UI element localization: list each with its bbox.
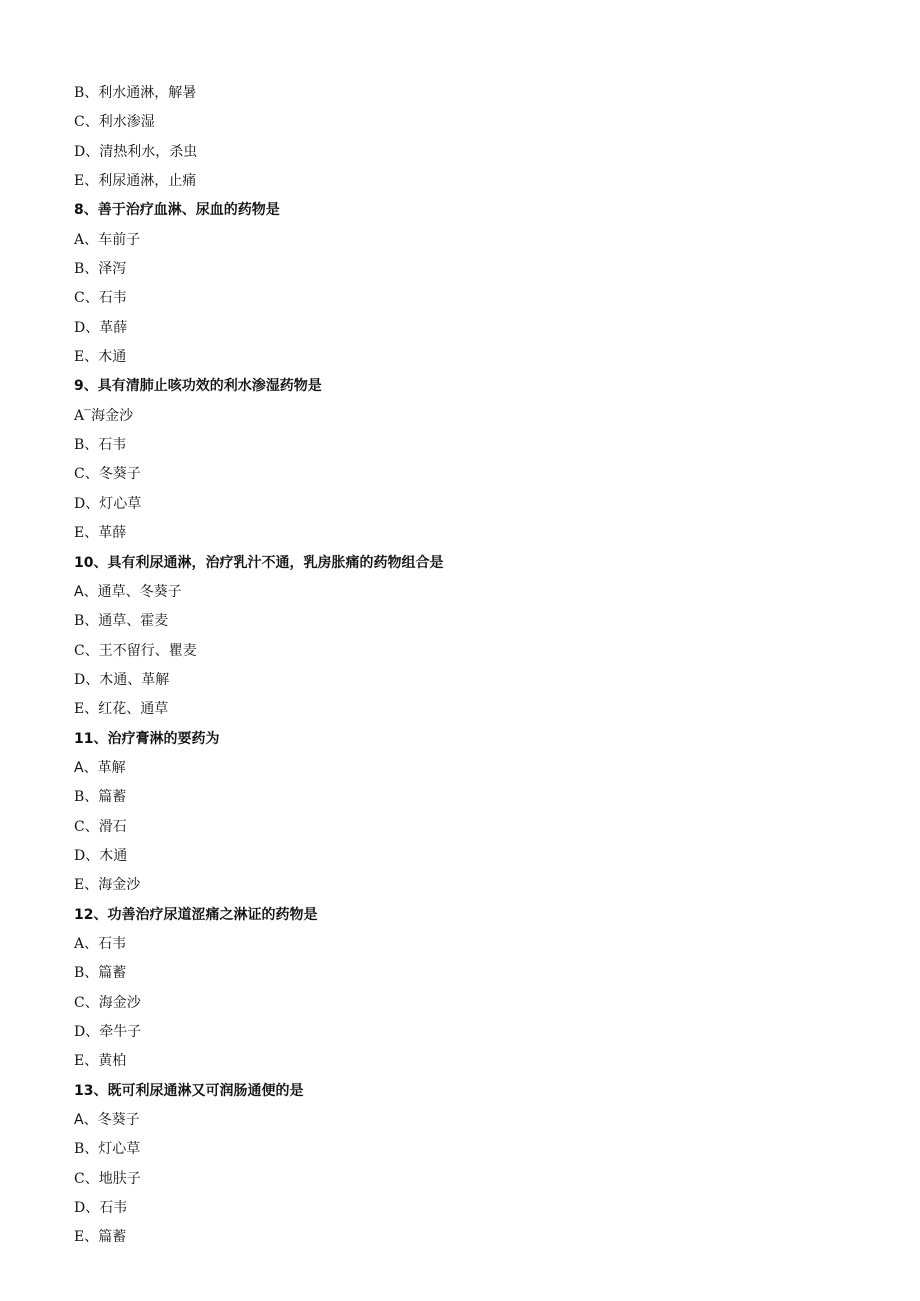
option-13-a: A、冬葵子 bbox=[74, 1112, 140, 1129]
option-11-b: B、篇蓄 bbox=[74, 789, 127, 806]
option-8-b: B、泽泻 bbox=[74, 261, 127, 278]
option-8-c: C、石韦 bbox=[74, 290, 127, 307]
option-7-e: E、利尿通淋，止痛 bbox=[74, 173, 197, 190]
question-12: 12、功善治疗尿道涩痛之淋证的药物是 bbox=[74, 906, 318, 923]
option-8-a: A、车前子 bbox=[74, 231, 141, 248]
option-10-c: C、王不留行、瞿麦 bbox=[74, 642, 197, 659]
option-12-c: C、海金沙 bbox=[74, 994, 141, 1011]
option-7-d: D、清热利水，杀虫 bbox=[74, 143, 198, 160]
option-8-d: D、革薛 bbox=[74, 319, 128, 336]
option-11-d: D、木通 bbox=[74, 847, 128, 864]
question-11: 11、治疗膏淋的要药为 bbox=[74, 730, 220, 747]
option-11-a: A、革解 bbox=[74, 759, 126, 776]
option-12-a: A、石韦 bbox=[74, 935, 127, 952]
option-10-d: D、木通、革解 bbox=[74, 671, 170, 688]
option-9-d: D、灯心草 bbox=[74, 495, 142, 512]
option-13-c: C、地肤子 bbox=[74, 1170, 141, 1187]
option-12-b: B、篇蓄 bbox=[74, 965, 127, 982]
option-10-e: E、红花、通草 bbox=[74, 701, 169, 718]
option-7-b: B、利水通淋，解暑 bbox=[74, 85, 197, 101]
option-12-d: D、牵牛子 bbox=[74, 1024, 142, 1040]
option-9-a: A‾海金沙 bbox=[74, 407, 134, 424]
question-13: 13、既可利尿通淋又可润肠通便的是 bbox=[74, 1082, 304, 1099]
option-7-c: C、利水渗湿 bbox=[74, 114, 155, 131]
option-11-e: E、海金沙 bbox=[74, 877, 141, 894]
question-8: 8、善于治疗血淋、尿血的药物是 bbox=[74, 202, 280, 219]
question-9: 9、具有清肺止咳功效的利水渗湿药物是 bbox=[74, 378, 322, 395]
option-10-a: A、通草、冬葵子 bbox=[74, 583, 182, 600]
option-9-e: E、革薛 bbox=[74, 525, 127, 542]
option-13-e: E、篇蓄 bbox=[74, 1229, 127, 1246]
option-8-e: E、木通 bbox=[74, 349, 127, 366]
option-12-e: E、黄柏 bbox=[74, 1053, 127, 1070]
option-13-d: D、石韦 bbox=[74, 1200, 128, 1217]
question-10: 10、具有利尿通淋，治疗乳汁不通，乳房胀痛的药物组合是 bbox=[74, 554, 444, 571]
option-10-b: B、通草、霍麦 bbox=[74, 613, 169, 630]
document-page bbox=[74, 79, 854, 1253]
option-9-b: B、石韦 bbox=[74, 437, 127, 454]
option-9-c: C、冬葵子 bbox=[74, 466, 141, 483]
option-13-b: B、灯心草 bbox=[74, 1141, 141, 1158]
option-11-c: C、滑石 bbox=[74, 818, 127, 835]
